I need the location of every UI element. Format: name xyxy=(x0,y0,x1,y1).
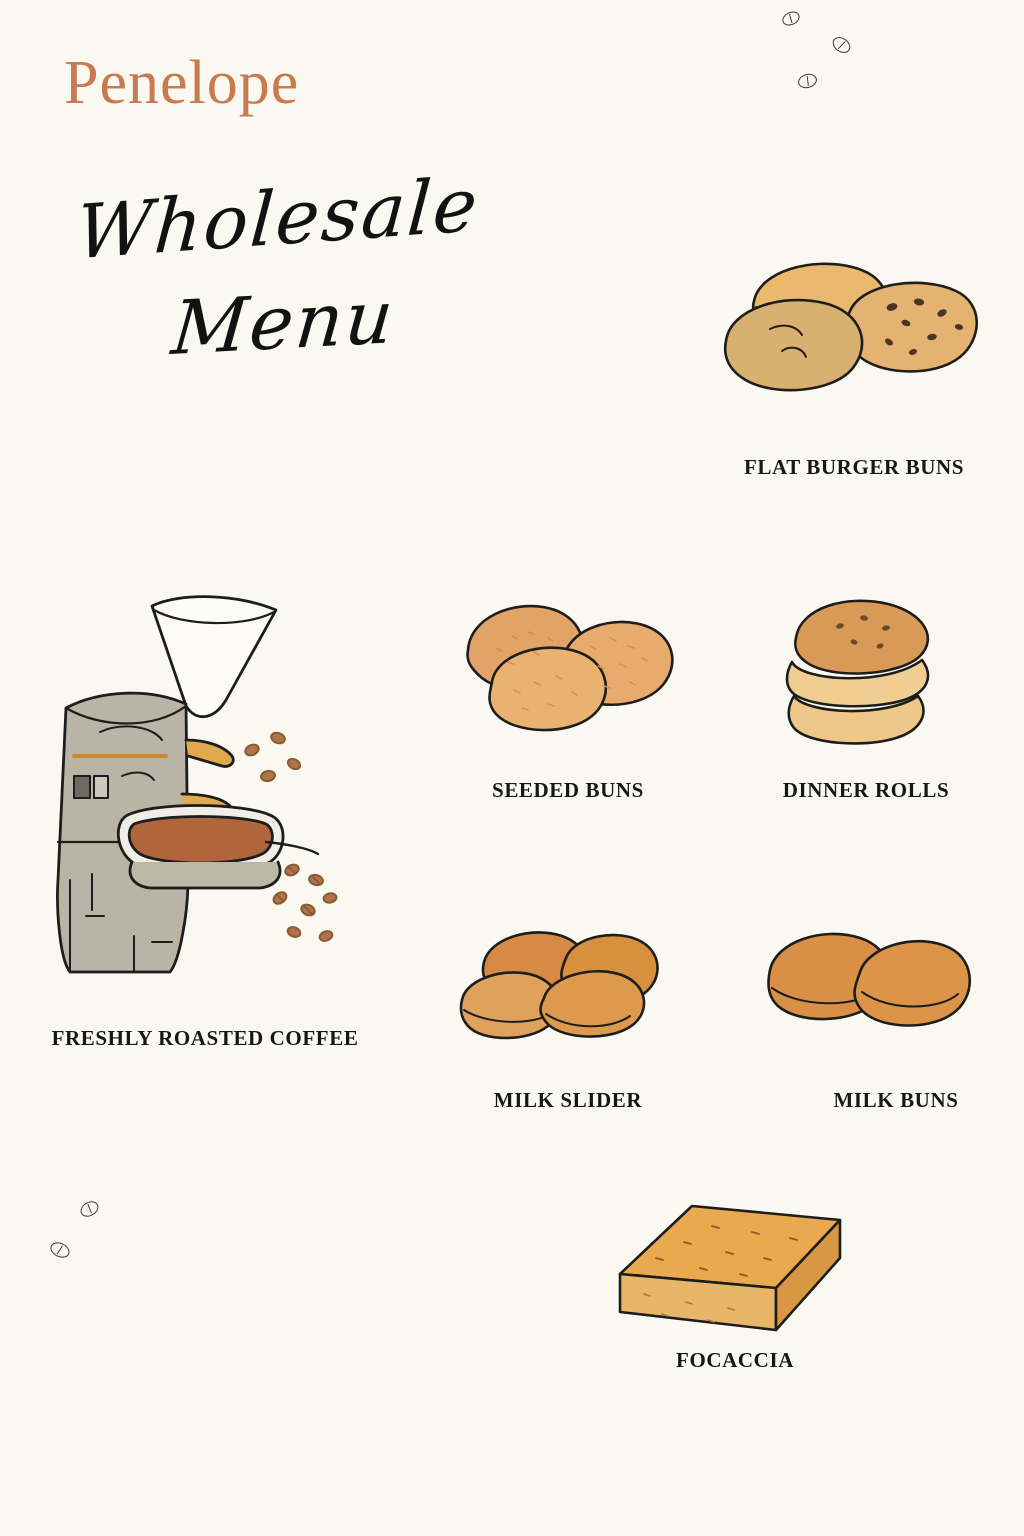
item-label-flat-burger-buns: FLAT BURGER BUNS xyxy=(743,455,965,479)
item-focaccia xyxy=(600,1190,860,1372)
coffee-roaster-illustration xyxy=(30,580,380,1010)
item-freshly-roasted-coffee xyxy=(30,580,380,1050)
coffee-bean-icon xyxy=(78,1198,101,1220)
dinner-rolls-illustration xyxy=(768,588,964,768)
poster-title xyxy=(72,150,592,400)
item-label-dinner-rolls: DINNER ROLLS xyxy=(782,778,950,802)
item-label-milk-slider: MILK SLIDER xyxy=(493,1088,643,1112)
seeded-buns-illustration xyxy=(452,588,684,768)
item-label-focaccia: FOCACCIA xyxy=(676,1348,794,1372)
item-seeded-buns xyxy=(452,588,684,802)
milk-slider-illustration xyxy=(452,918,668,1078)
flat-burger-buns-illustration xyxy=(716,245,992,445)
item-label-milk-buns: MILK BUNS xyxy=(833,1088,959,1112)
item-milk-slider xyxy=(452,918,668,1112)
milk-buns-illustration xyxy=(756,918,972,1078)
brand-name: Penelope xyxy=(64,49,300,117)
coffee-bean-icon xyxy=(830,34,854,56)
focaccia-illustration xyxy=(600,1190,860,1350)
poster-title-line-2: Menu xyxy=(168,273,399,373)
item-label-seeded-buns: SEEDED BUNS xyxy=(492,778,644,802)
item-milk-buns xyxy=(756,918,972,1112)
item-dinner-rolls xyxy=(768,588,964,802)
coffee-bean-icon xyxy=(780,9,802,28)
coffee-bean-icon xyxy=(797,72,819,90)
item-label-freshly-roasted-coffee: FRESHLY ROASTED COFFEE xyxy=(51,1026,359,1050)
coffee-bean-icon xyxy=(48,1239,72,1260)
item-flat-burger-buns xyxy=(716,245,992,479)
poster-title-line-1: Wholesale xyxy=(73,161,482,277)
